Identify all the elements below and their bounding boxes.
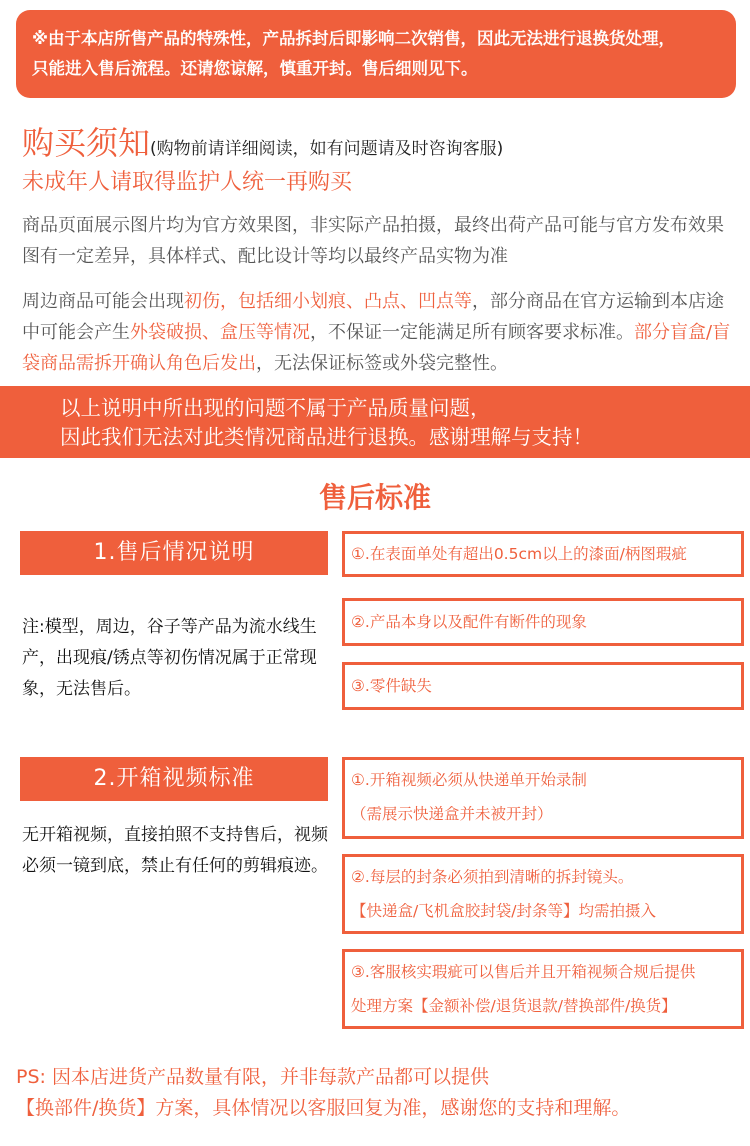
notice-line-2: 只能进入售后流程。还请您谅解，慎重开封。售后细则见下。 [32,59,478,78]
official-image-disclaimer: 商品页面展示图片均为官方效果图，非实际产品拍摄，最终出荷产品可能与官方发布效果图有一定差异，具体样式、配比设计等均以最终产品实物为准 [22,215,724,267]
ps-line-2: 【换部件/换货】方案，具体情况以客服回复为准，感谢您的支持和理解。 [16,1097,631,1119]
section2-item-2-line-1: ②.每层的封条必须拍到清晰的拆封镜头。 [351,868,634,886]
banner-line-2: 因此我们无法对此类情况商品进行退换。感谢理解与支持！ [60,425,593,449]
section1-heading: 1.售后情况说明 [20,531,328,575]
damage-highlight-2: 外袋破损、盒压等情况 [130,322,310,343]
section1-item-3-text: ③.零件缺失 [351,677,432,695]
damage-text-4: ，无法保证标签或外袋完整性。 [256,353,508,374]
section2-item-1-line-1: ①.开箱视频必须从快递单开始录制 [351,771,587,789]
section1-item-3 [342,662,744,710]
quality-disclaimer-banner [0,386,750,458]
section1-note: 注:模型，周边，谷子等产品为流水线生产，出现痕/锈点等初伤情况属于正常现象，无法售后。 [22,617,317,699]
ps-line-1: PS: 因本店进货产品数量有限，并非每款产品都可以提供 [16,1066,489,1088]
section2-item-1 [342,757,744,839]
section2-item-2-line-2: 【快递盒/飞机盒胶封袋/封条等】均需拍摄入 [351,902,656,920]
section2-item-3-line-2: 处理方案【金额补偿/退货退款/替换部件/换货】 [351,997,677,1015]
section2-item-3-line-1: ③.客服核实瑕疵可以售后并且开箱视频合规后提供 [351,963,696,981]
purchase-notes-heading [22,118,503,164]
section1-item-1 [342,531,744,577]
ps-note [16,1062,746,1124]
damage-highlight-1: 初伤，包括细小划痕、凸点、凹点等 [184,291,472,312]
notice-line-1: ※由于本店所售产品的特殊性，产品拆封后即影响二次销售，因此无法进行退换货处理， [32,29,676,48]
damage-highlight-3: 部分盲盒/盲袋商品需拆开确认角色后发出 [22,322,731,374]
purchase-notes-title: 购买须知 [22,124,151,162]
top-notice-banner [16,10,736,98]
after-sales-title: 售后标准 [318,481,431,514]
merchandise-damage-disclaimer [22,286,738,379]
section2-heading: 2.开箱视频标准 [20,757,328,801]
section1-item-2-text: ②.产品本身以及配件有断件的现象 [351,613,587,631]
section1-item-2 [342,598,744,646]
damage-text-3: ，不保证一定能满足所有顾客要求标准。 [310,322,634,343]
section2-item-1-line-2: （需展示快递盒并未被开封） [351,805,553,823]
purchase-notes-subtitle: (购物前请详细阅读，如有问题请及时咨询客服) [150,139,504,159]
banner-line-1: 以上说明中所出现的问题不属于产品质量问题， [60,396,491,420]
section1-item-1-text: ①.在表面单处有超出0.5cm以上的漆面/柄图瑕疵 [351,545,687,563]
section2-item-2 [342,854,744,934]
damage-text-1: 周边商品可能会出现 [22,291,184,312]
section2-note: 无开箱视频，直接拍照不支持售后，视频必须一镜到底，禁止有任何的剪辑痕迹。 [22,825,328,876]
minor-guardian-notice: 未成年人请取得监护人统一再购买 [22,170,353,195]
section2-item-3 [342,949,744,1029]
damage-text-2: ，部分商品在官方运输到本店途中可能会产生 [22,291,724,343]
